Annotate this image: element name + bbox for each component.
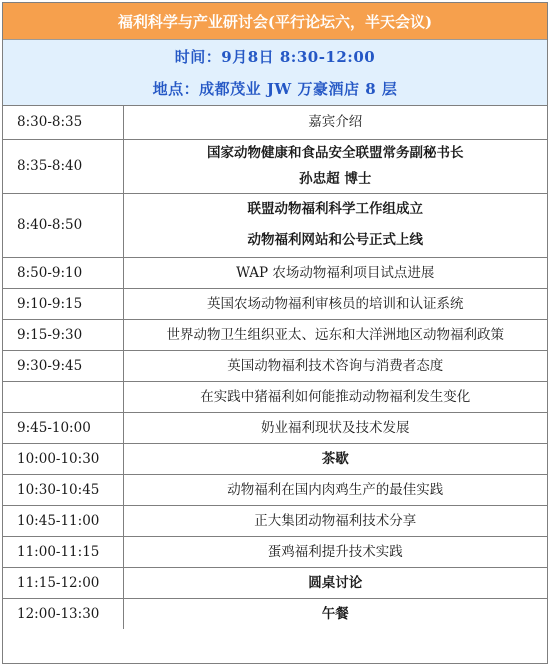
topic-line: 茶歇 [321, 450, 349, 467]
schedule-row [3, 257, 547, 288]
schedule-topic [123, 350, 547, 381]
schedule-row [3, 139, 547, 193]
topic-line: WAP 农场动物福利项目试点进展 [236, 264, 435, 281]
schedule-topic [123, 106, 547, 139]
schedule-time: 9:15-9:30 [3, 319, 123, 350]
topic-line: 蛋鸡福利提升技术实践 [267, 543, 403, 560]
agenda-sheet [2, 2, 548, 664]
schedule-topic [123, 474, 547, 505]
schedule-topic [123, 443, 547, 474]
schedule-time: 12:00-13:30 [3, 598, 123, 629]
schedule-topic [123, 536, 547, 567]
schedule-row [3, 598, 547, 629]
topic-line: 孙忠超 博士 [299, 171, 372, 187]
schedule-topic [123, 288, 547, 319]
topic-line: 午餐 [321, 605, 349, 622]
topic-line: 圆桌讨论 [308, 574, 363, 591]
forum-title: 福利科学与产业研讨会(平行论坛六，半天会议) [3, 3, 547, 40]
schedule-row [3, 106, 547, 139]
topic-line: 动物福利网站和公号正式上线 [247, 232, 423, 248]
schedule-time: 8:40-8:50 [3, 193, 123, 257]
schedule-row [3, 381, 547, 412]
schedule-table [3, 106, 547, 629]
schedule-row [3, 350, 547, 381]
schedule-time: 11:15-12:00 [3, 567, 123, 598]
event-time: 时间：9月8日 8:30-12:00 [174, 47, 376, 66]
schedule-row [3, 567, 547, 598]
schedule-topic [123, 257, 547, 288]
schedule-row [3, 193, 547, 257]
topic-line: 嘉宾介绍 [308, 114, 363, 131]
schedule-row [3, 505, 547, 536]
topic-line: 在实践中猪福利如何能推动动物福利发生变化 [200, 388, 471, 405]
schedule-topic [123, 193, 547, 257]
schedule-row [3, 443, 547, 474]
topic-line: 英国农场动物福利审核员的培训和认证系统 [207, 295, 464, 312]
schedule-time: 8:50-9:10 [3, 257, 123, 288]
topic-line: 动物福利在国内肉鸡生产的最佳实践 [227, 481, 444, 498]
event-info [3, 40, 547, 106]
schedule-row [3, 474, 547, 505]
schedule-topic [123, 598, 547, 629]
schedule-time [3, 381, 123, 412]
schedule-row [3, 288, 547, 319]
schedule-time: 9:30-9:45 [3, 350, 123, 381]
topic-line: 正大集团动物福利技术分享 [254, 512, 417, 529]
topic-line: 联盟动物福利科学工作组成立 [247, 201, 423, 217]
topic-line: 英国动物福利技术咨询与消费者态度 [227, 357, 444, 374]
event-venue: 地点：成都茂业 JW 万豪酒店 8 层 [152, 79, 398, 98]
schedule-time: 8:30-8:35 [3, 106, 123, 139]
schedule-time: 11:00-11:15 [3, 536, 123, 567]
schedule-time: 10:30-10:45 [3, 474, 123, 505]
topic-line: 奶业福利现状及技术发展 [261, 419, 410, 436]
topic-line: 世界动物卫生组织亚太、远东和大洋洲地区动物福利政策 [166, 326, 504, 343]
schedule-time: 10:45-11:00 [3, 505, 123, 536]
schedule-time: 10:00-10:30 [3, 443, 123, 474]
schedule-topic [123, 319, 547, 350]
schedule-topic [123, 139, 547, 193]
schedule-time: 9:10-9:15 [3, 288, 123, 319]
schedule-row [3, 536, 547, 567]
schedule-row [3, 319, 547, 350]
schedule-topic [123, 505, 547, 536]
topic-line: 国家动物健康和食品安全联盟常务副秘书长 [207, 145, 464, 161]
schedule-topic [123, 567, 547, 598]
schedule-topic [123, 381, 547, 412]
schedule-time: 9:45-10:00 [3, 412, 123, 443]
schedule-row [3, 412, 547, 443]
schedule-topic [123, 412, 547, 443]
schedule-time: 8:35-8:40 [3, 139, 123, 193]
